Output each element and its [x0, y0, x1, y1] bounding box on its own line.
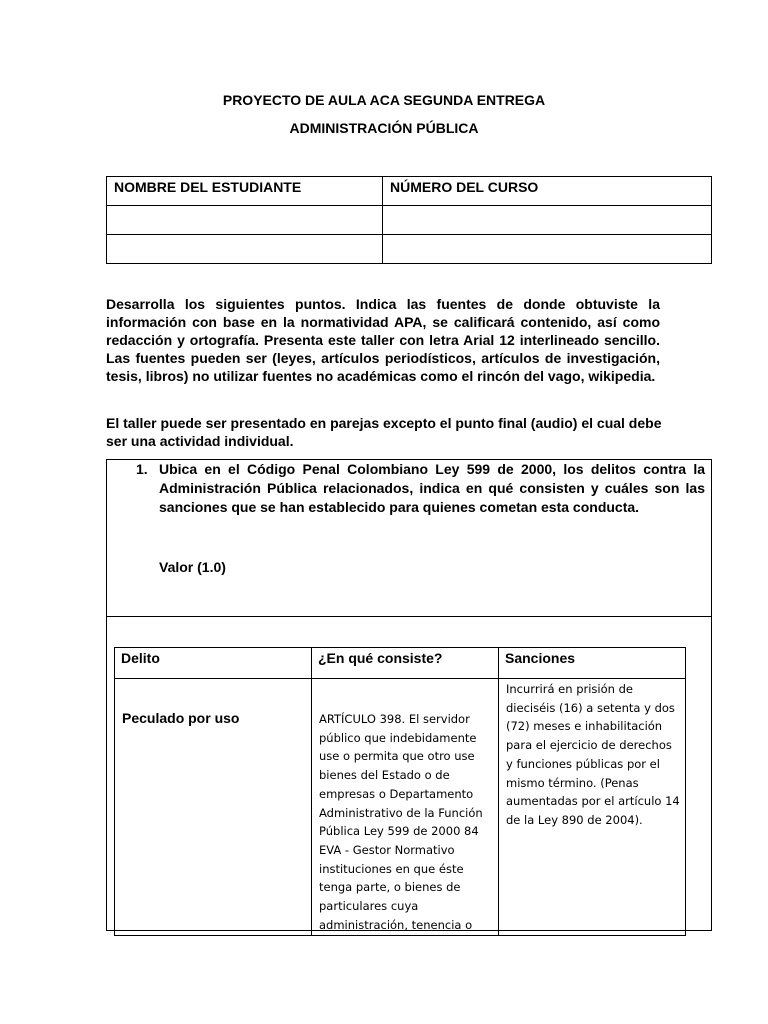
student-name-cell[interactable]: [107, 206, 383, 235]
table-header-row: [115, 648, 686, 679]
table-row: [107, 206, 712, 235]
student-name-cell[interactable]: [107, 235, 383, 264]
sanciones-header: Sanciones: [499, 648, 686, 679]
course-number-cell[interactable]: [383, 235, 712, 264]
student-name-header: NOMBRE DEL ESTUDIANTE: [107, 177, 383, 206]
question-divider: [106, 616, 712, 617]
consiste-header: ¿En qué consiste?: [312, 648, 499, 679]
table-row: [115, 679, 686, 936]
delito-header: Delito: [115, 648, 312, 679]
crimes-table: [114, 647, 686, 936]
instructions-paragraph: Desarrolla los siguientes puntos. Indica las fuentes de donde obtuviste la información con base en la normatividad APA, se calificará contenido, así como redacción y ortografía. Presenta este taller con letra Arial 12 interlineado sencillo. Las fuentes pueden ser (leyes, artículos periodísticos, artículos de investigación, tesis, libros) no utilizar fuentes no académicas como el rincón del vago, wikipedia.: [106, 296, 660, 384]
delito-name: Peculado por uso: [122, 710, 240, 726]
student-info-table: [106, 176, 712, 264]
consiste-cell: [312, 679, 499, 936]
sanciones-cell: [499, 679, 686, 936]
question-value: Valor (1.0): [159, 559, 226, 575]
table-row: [107, 177, 712, 206]
table-row: [107, 235, 712, 264]
question-number: 1.: [136, 461, 148, 477]
document-title: PROYECTO DE AULA ACA SEGUNDA ENTREGA: [222, 92, 546, 108]
course-number-header: NÚMERO DEL CURSO: [383, 177, 712, 206]
sanciones-text: Incurrirá en prisión de dieciséis (16) a setenta y dos (72) meses e inhabilitación para el ejercicio de derechos y funciones públicas por el mismo término. (Penas aumentadas por el artículo 14 de la Ley 890 de 2004).: [506, 682, 680, 827]
course-number-cell[interactable]: [383, 206, 712, 235]
document-subtitle: ADMINISTRACIÓN PÚBLICA: [289, 120, 479, 136]
question-text: Ubica en el Código Penal Colombiano Ley 599 de 2000, los delitos contra la Administración Pública relacionados, indica en qué consisten y cuáles son las sanciones que se han establecido para quienes cometan esta conducta.: [159, 461, 705, 515]
consiste-text: ARTÍCULO 398. El servidor público que indebidamente use o permita que otro use bienes del Estado o de empresas o Departamento Administrativo de la Función Pública Ley 599 de 2000 84 EVA - Gestor Normativo instituciones en que éste tenga parte, o bienes de particulares cuya administración, tenencia o: [319, 712, 483, 932]
pairs-note-paragraph: El taller puede ser presentado en parejas excepto el punto final (audio) el cual debe ser una actividad individual.: [106, 415, 662, 449]
delito-cell: [115, 679, 312, 936]
